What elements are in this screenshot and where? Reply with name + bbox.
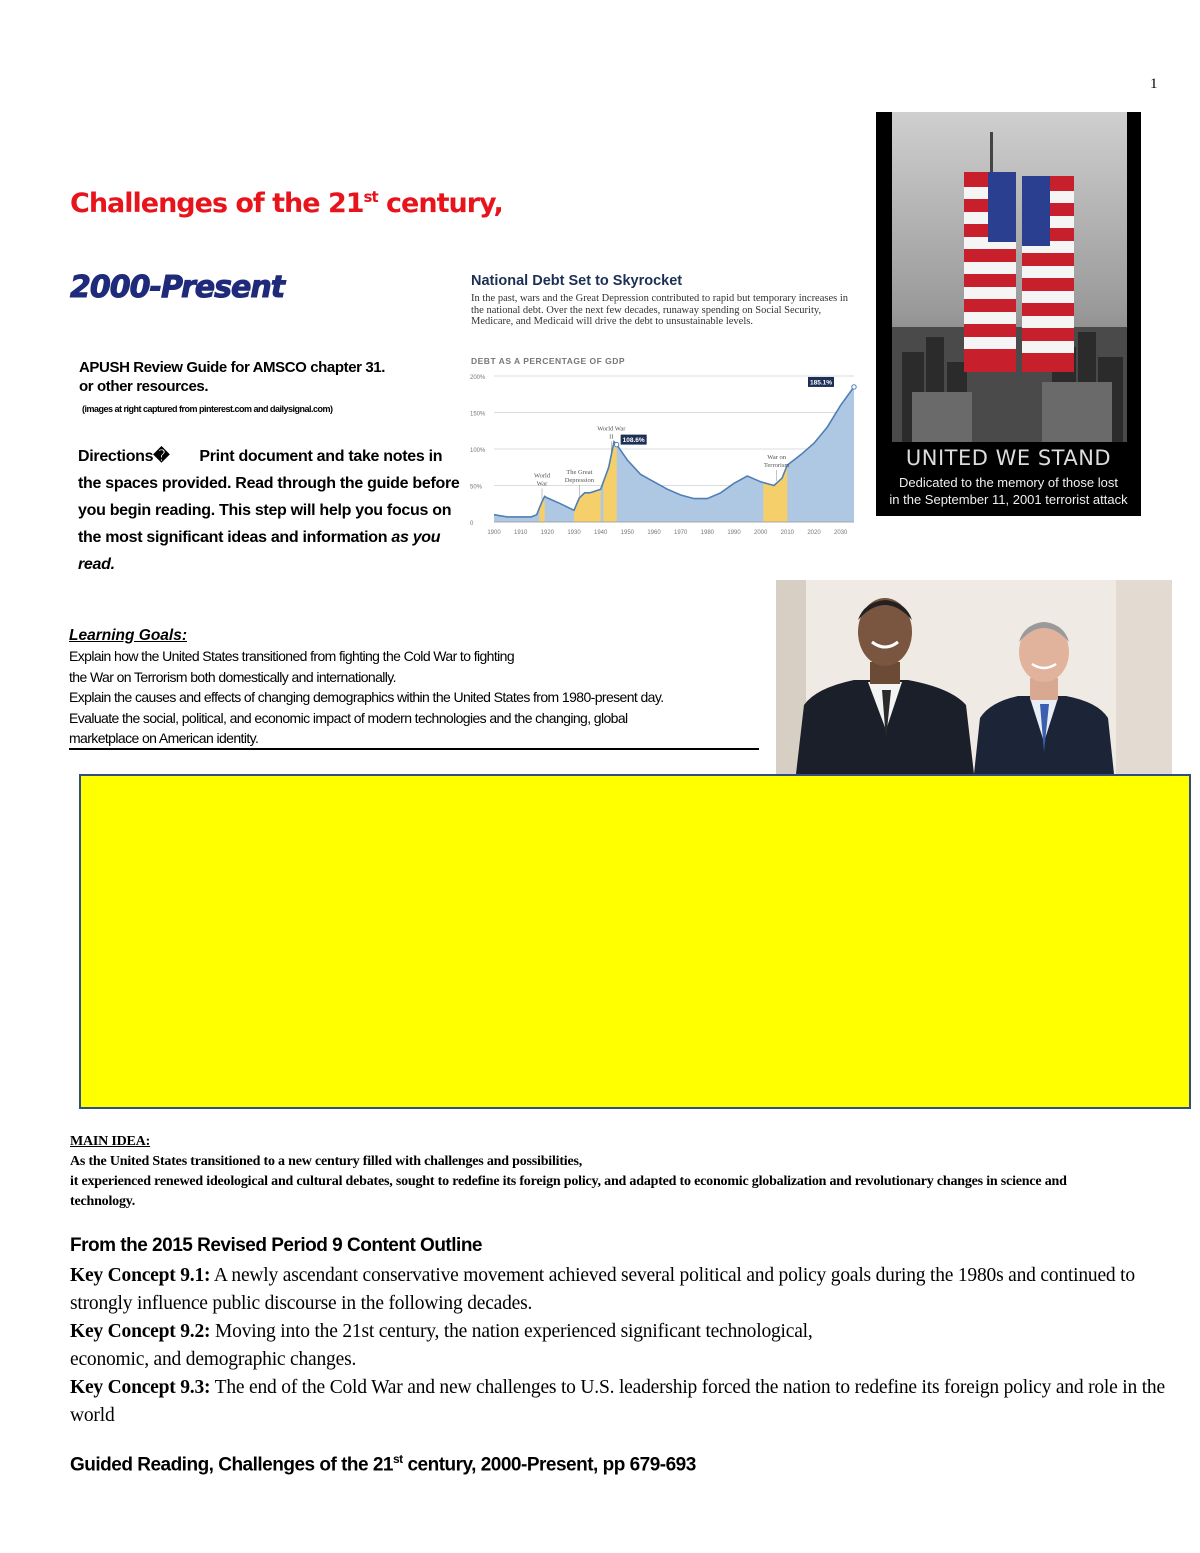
learning-goal-line: marketplace on American identity. — [69, 730, 259, 746]
page-title — [70, 188, 503, 219]
towers-flag-image — [892, 112, 1127, 442]
page-number: 1 — [1150, 76, 1158, 92]
chart-x-tick-label: 2030 — [833, 530, 848, 536]
learning-goal-line: the War on Terrorism both domestically and internationally. — [69, 668, 396, 685]
section-divider — [69, 748, 759, 750]
flag-tower-left — [964, 172, 1016, 372]
guided-reading-sup: st — [393, 1452, 403, 1466]
title-line1-prefix: Challenges of the 21 — [70, 188, 364, 219]
presidents-photo — [776, 580, 1172, 774]
title-line1-suffix: century, — [377, 188, 503, 219]
directions-text: Print document and take notes in the spaces provided. Read through the guide before you begin reading. This step will help you focus on the most significant ideas and information — [78, 448, 460, 546]
poster-headline: UNITED WE STAND — [905, 446, 1112, 470]
chart-y-tick-label: 100% — [470, 448, 486, 454]
chart-x-tick-label: 1940 — [593, 530, 608, 536]
main-idea-heading: MAIN IDEA: — [70, 1134, 151, 1149]
key-concept-text: Moving into the 21st century, the nation experienced significant technological, — [210, 1321, 813, 1342]
chart-x-tick-label: 2010 — [780, 530, 795, 536]
chart-x-tick-label: 2000 — [753, 530, 768, 536]
chart-y-tick-label: 50% — [470, 484, 483, 491]
chart-annotation: The Great Depression — [564, 468, 594, 484]
page-subtitle: 2000-Present — [70, 270, 285, 305]
united-we-stand-poster — [876, 112, 1141, 516]
title-line1-sup: st — [363, 188, 378, 206]
main-idea-line2: it experienced renewed ideological and cultural debates, sought to redefine its foreign policy, and adapted to economic globalization and revolutionary changes in science and technology. — [70, 1174, 1067, 1209]
key-concept-text: A newly ascendant conservative movement achieved several political and policy goals during the 1980s and continued to strongly influence public discourse in the following decades. — [70, 1265, 1135, 1314]
directions-emphasis: as you read. — [78, 529, 441, 573]
learning-goals-heading: Learning Goals: — [69, 627, 187, 644]
chart-highlight-range — [603, 442, 616, 522]
chart-data-point — [614, 442, 618, 446]
key-concept-label: Key Concept 9.3: — [70, 1377, 211, 1398]
chart-subtitle: DEBT AS A PERCENTAGE OF GDP — [471, 356, 626, 366]
review-guide-line1: APUSH Review Guide for AMSCO chapter 31. — [79, 359, 386, 376]
chart-title: National Debt Set to Skyrocket — [471, 273, 683, 289]
poster-dedication — [876, 474, 1141, 508]
learning-goals — [69, 627, 759, 749]
chart-data-point — [852, 385, 856, 389]
debt-chart-plot — [468, 368, 858, 544]
key-concept-9-1 — [70, 1262, 1170, 1318]
key-concept-label: Key Concept 9.1: — [70, 1265, 211, 1286]
key-concept-text: The end of the Cold War and new challenges to U.S. leadership forced the nation to redefine its foreign policy and role in the world — [70, 1377, 1165, 1426]
chart-y-tick-label: 0 — [470, 521, 474, 527]
chart-x-tick-label: 2020 — [807, 530, 821, 536]
directions — [78, 443, 463, 578]
chart-x-tick-label: 1960 — [647, 530, 661, 536]
flag-tower-right — [1022, 176, 1074, 372]
chart-highlight-range — [574, 489, 601, 522]
chart-x-tick-label: 1900 — [487, 530, 501, 536]
chart-annotation: World War II — [597, 425, 626, 441]
chart-x-tick-label: 1910 — [513, 530, 528, 536]
guided-reading-prefix: Guided Reading, Challenges of the 21 — [70, 1454, 393, 1476]
review-guide-note — [79, 358, 385, 396]
chart-y-tick-label: 200% — [470, 375, 486, 381]
chart-x-tick-label: 1970 — [673, 530, 688, 536]
notes-box[interactable] — [79, 774, 1191, 1109]
learning-goal-line: Explain how the United States transitioned from fighting the Cold War to fighting — [69, 648, 515, 664]
image-credits: (images at right captured from pinterest.com and dailysignal.com) — [82, 404, 333, 414]
debt-chart — [468, 272, 858, 544]
key-concept-text-cont: economic, and demographic changes. — [70, 1349, 357, 1370]
guided-reading-suffix: century, 2000-Present, pp 679-693 — [402, 1454, 696, 1476]
key-concept-label: Key Concept 9.2: — [70, 1321, 211, 1342]
presidents-photo-image — [776, 580, 1172, 774]
main-idea-line1: As the United States transitioned to a new century filled with challenges and possibilities, — [70, 1154, 583, 1169]
guided-reading-heading — [70, 1452, 696, 1476]
content-outline-heading: From the 2015 Revised Period 9 Content Outline — [70, 1235, 482, 1256]
key-concept-9-2 — [70, 1318, 1170, 1374]
key-concepts — [70, 1262, 1170, 1430]
poster-dedication-line2: in the September 11, 2001 terrorist attack — [889, 492, 1128, 507]
chart-x-tick-label: 1990 — [727, 530, 741, 536]
chart-description: In the past, wars and the Great Depression contributed to rapid but temporary increases in the national debt. Over the next few decades, runaway spending on Social Security, Medicare, and Medicaid will drive the debt to unsustainable levels. — [471, 293, 849, 327]
chart-x-tick-label: 1930 — [567, 530, 581, 536]
directions-label: Directions� — [78, 448, 170, 465]
key-concept-9-3 — [70, 1374, 1170, 1430]
chart-annotation: World War — [533, 472, 551, 488]
chart-y-tick-label: 150% — [470, 411, 486, 418]
chart-x-tick-label: 1920 — [540, 530, 555, 536]
chart-data-label: 108.6% — [622, 437, 645, 445]
chart-x-tick-label: 1950 — [620, 530, 635, 536]
chart-data-label: 185.1% — [809, 379, 833, 387]
poster-dedication-line1: Dedicated to the memory of those lost — [899, 475, 1118, 490]
chart-annotation: War on Terrorism — [763, 454, 790, 470]
main-idea — [70, 1132, 1130, 1212]
review-guide-line2: or other resources. — [79, 378, 209, 395]
learning-goal-line: Explain the causes and effects of changing demographics within the United States from 1980-present day. — [69, 689, 664, 705]
chart-x-tick-label: 1980 — [700, 530, 715, 536]
learning-goal-line: Evaluate the social, political, and economic impact of modern technologies and the changing, global — [69, 709, 628, 726]
